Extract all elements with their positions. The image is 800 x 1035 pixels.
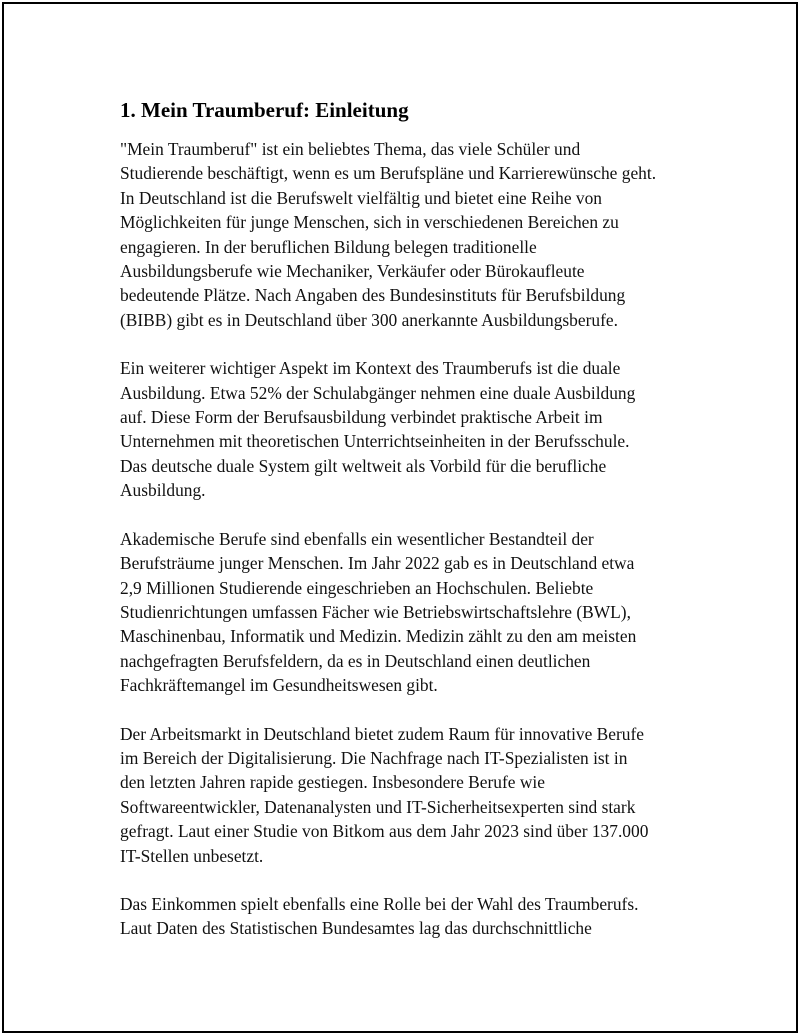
- section-heading: 1. Mein Traumberuf: Einleitung: [120, 98, 409, 122]
- paragraph-einkommen: Das Einkommen spielt ebenfalls eine Rolle bei der Wahl des Traumberufs. Laut Daten des Statistischen Bundesamtes lag das durchschnittliche: [120, 893, 639, 939]
- document-body: [120, 96, 700, 965]
- paragraph-akademische-berufe: Akademische Berufe sind ebenfalls ein wesentlicher Bestandteil der Berufsträume junger Menschen. Im Jahr 2022 gab es in Deutschland etwa 2,9 Millionen Studierende eingeschrieben an Hochschulen. Beliebte Studienrichtungen umfassen Fächer wie Betriebswirtschaftslehre (BWL), Maschinenbau, Informatik und Medizin. Medizin zählt zu den am meisten nachgefragten Berufsfeldern, da es in Deutschland einen deutlichen Fachkräftemangel im Gesundheitswesen gibt.: [120, 528, 637, 696]
- paragraph-digitalisierung: Der Arbeitsmarkt in Deutschland bietet zudem Raum für innovative Berufe im Bereich der Digitalisierung. Die Nachfrage nach IT-Spezialisten ist in den letzten Jahren rapide gestiegen. Insbesondere Berufe wie Softwareentwickler, Datenanalysten und IT-Sicherheitsexperten sind stark gefragt. Laut einer Studie von Bitkom aus dem Jahr 2023 sind über 137.000 IT-Stellen unbesetzt.: [120, 723, 649, 866]
- page-frame: [2, 2, 798, 1033]
- paragraph-duale-ausbildung: Ein weiterer wichtiger Aspekt im Kontext des Traumberufs ist die duale Ausbildung. Etwa 52% der Schulabgänger nehmen eine duale Ausbildung auf. Diese Form der Berufsausbildung verbindet praktische Arbeit im Unternehmen mit theoretischen Unterrichtseinheiten in der Berufsschule. Das deutsche duale System gilt weltweit als Vorbild für die berufliche Ausbildung.: [120, 358, 636, 501]
- paragraph-intro: "Mein Traumberuf" ist ein beliebtes Thema, das viele Schüler und Studierende beschäftigt, wenn es um Berufspläne und Karrierewünsche geht. In Deutschland ist die Berufswelt vielfältig und bietet eine Reihe von Möglichkeiten für junge Menschen, sich in verschiedenen Bereichen zu engagieren. In der beruflichen Bildung belegen traditionelle Ausbildungsberufe wie Mechaniker, Verkäufer oder Bürokaufleute bedeutende Plätze. Nach Angaben des Bundesinstituts für Berufsbildung (BIBB) gibt es in Deutschland über 300 anerkannte Ausbildungsberufe.: [120, 139, 657, 330]
